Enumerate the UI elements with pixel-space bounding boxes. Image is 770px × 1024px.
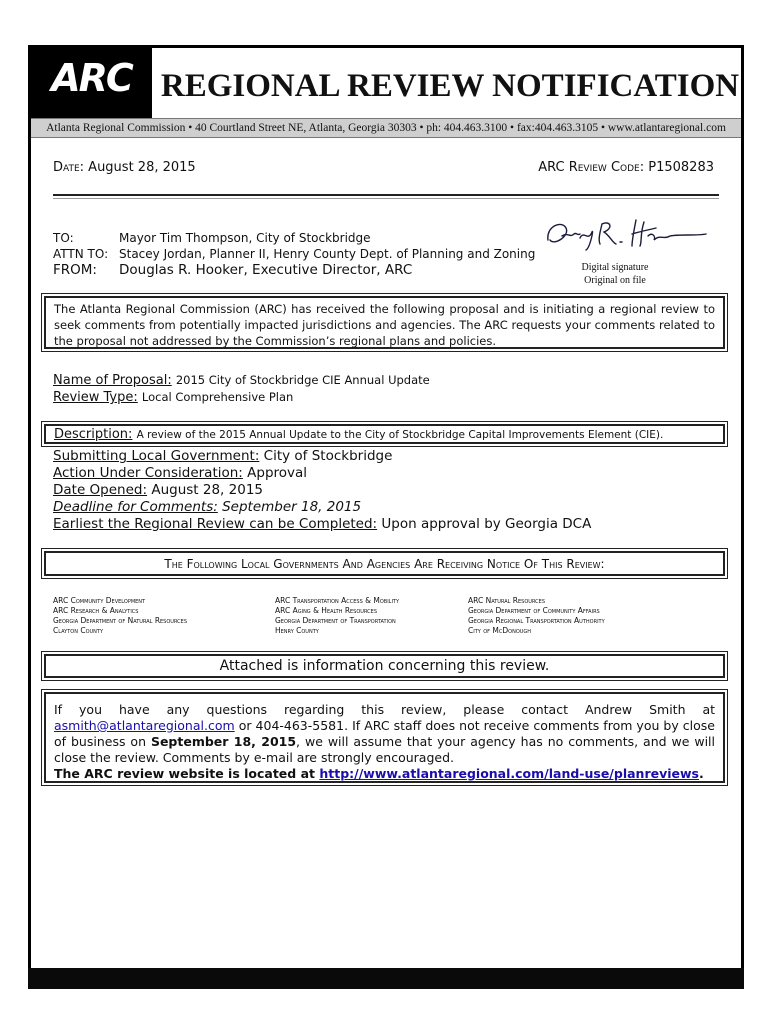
deadline-label: Deadline for Comments: <box>53 499 218 515</box>
divider-thin <box>53 198 719 199</box>
agency-column-3 <box>468 596 605 636</box>
action-label: Action Under Consideration: <box>53 465 243 481</box>
contact-deadline: September 18, 2015 <box>150 734 297 749</box>
agency-item: Georgia Department of Natural Resources <box>53 616 188 625</box>
gov-label: Submitting Local Government: <box>53 448 260 464</box>
divider <box>53 194 719 196</box>
description-label: Description: <box>54 427 133 442</box>
agency-item: Georgia Regional Transportation Authority <box>468 616 605 625</box>
review-code-value: P1508283 <box>648 160 714 175</box>
contact-text-1: If you have any questions regarding this review, please contact Andrew Smith at <box>54 702 715 717</box>
intro-box: The Atlanta Regional Commission (ARC) has received the following proposal and is initiating a regional review to seek comments from potentially impacted jurisdictions and agencies. The ARC requests your comments related to the proposal not addressed by the Commission’s regional plans and policies. <box>44 296 725 349</box>
notice-heading-box <box>44 551 725 576</box>
attached-info-text: Attached is information concerning this review. <box>219 658 550 674</box>
logo-text: ARC <box>51 56 132 100</box>
agency-item: ARC Transportation Access & Mobility <box>275 596 400 605</box>
deadline-value: September 18, 2015 <box>222 499 362 515</box>
attn-value: Stacey Jordan, Planner II, Henry County Dept. of Planning and Zoning <box>119 247 536 261</box>
to-value: Mayor Tim Thompson, City of Stockbridge <box>119 231 371 245</box>
attached-info-box <box>44 654 725 678</box>
website-link[interactable]: http://www.atlantaregional.com/land-use/planreviews <box>319 766 699 781</box>
website-text: The ARC review website is located at <box>54 766 320 781</box>
from-value: Douglas R. Hooker, Executive Director, ARC <box>119 262 413 278</box>
signature-image <box>540 214 710 254</box>
agency-column-1 <box>53 596 187 636</box>
agency-item: Henry County <box>275 626 319 635</box>
contact-text-3: , we will assume that your agency has no comments, and we will close the review. Comments by e-mail are strongly encouraged. <box>54 734 716 765</box>
from-label: FROM: <box>53 262 97 278</box>
agency-column-2 <box>275 596 399 636</box>
earliest-label: Earliest the Regional Review can be Completed: <box>53 516 378 532</box>
description-box <box>44 424 725 444</box>
signature-note <box>574 261 656 287</box>
sig-note-line-1: Digital signature <box>581 262 649 273</box>
proposal-name-label: Name of Proposal: <box>53 373 172 388</box>
opened-label: Date Opened: <box>53 482 148 498</box>
agency-item: ARC Aging & Health Resources <box>275 606 378 615</box>
notice-heading: The Following Local Governments And Agencies Are Receiving Notice Of This Review: <box>164 557 605 571</box>
contact-text-2: or 404-463-5581. If ARC staff does not receive comments from you by close of business on <box>54 718 715 749</box>
website-end: . <box>698 766 704 781</box>
agency-item: ARC Natural Resources <box>468 596 545 605</box>
review-code-label: ARC Review Code <box>538 160 640 175</box>
page-title: REGIONAL REVIEW NOTIFICATION <box>160 68 740 104</box>
arc-logo <box>31 48 152 118</box>
date-row: Date: August 28, 2015 <box>53 160 196 175</box>
details-block <box>53 448 591 533</box>
address-bar: Atlanta Regional Commission • 40 Courtland Street NE, Atlanta, Georgia 30303 • ph: 404.463.3100 • fax:404.463.3105 • www.atlantaregional.com <box>31 118 741 138</box>
agency-item: Georgia Department of Community Affairs <box>468 606 600 615</box>
agency-item: Clayton County <box>53 626 104 635</box>
agency-item: ARC Research & Analytics <box>53 606 139 615</box>
review-type-label: Review Type: <box>53 390 138 405</box>
proposal-block <box>53 372 430 406</box>
agency-item: Georgia Department of Transportation <box>275 616 396 625</box>
sig-note-line-2: Original on file <box>584 275 646 286</box>
to-label: TO: <box>53 231 74 245</box>
contact-box <box>44 692 725 783</box>
description-value: A review of the 2015 Annual Update to the City of Stockbridge Capital Improvements Element (CIE). <box>136 429 664 441</box>
review-code-row: ARC Review Code: P1508283 <box>538 160 714 175</box>
attn-label: ATTN TO: <box>53 247 109 261</box>
proposal-name-value: 2015 City of Stockbridge CIE Annual Update <box>175 373 430 387</box>
earliest-value: Upon approval by Georgia DCA <box>381 516 592 532</box>
date-value: August 28, 2015 <box>88 160 196 175</box>
addressing-block <box>53 230 535 278</box>
bottom-bar <box>28 968 744 989</box>
contact-email-link[interactable]: asmith@atlantaregional.com <box>54 718 235 733</box>
agency-item: City of McDonough <box>468 626 532 635</box>
agency-item: ARC Community Development <box>53 596 146 605</box>
gov-value: City of Stockbridge <box>263 448 393 464</box>
action-value: Approval <box>247 465 308 481</box>
review-type-value: Local Comprehensive Plan <box>141 390 294 404</box>
date-label: Date <box>53 160 80 175</box>
opened-value: August 28, 2015 <box>151 482 263 498</box>
